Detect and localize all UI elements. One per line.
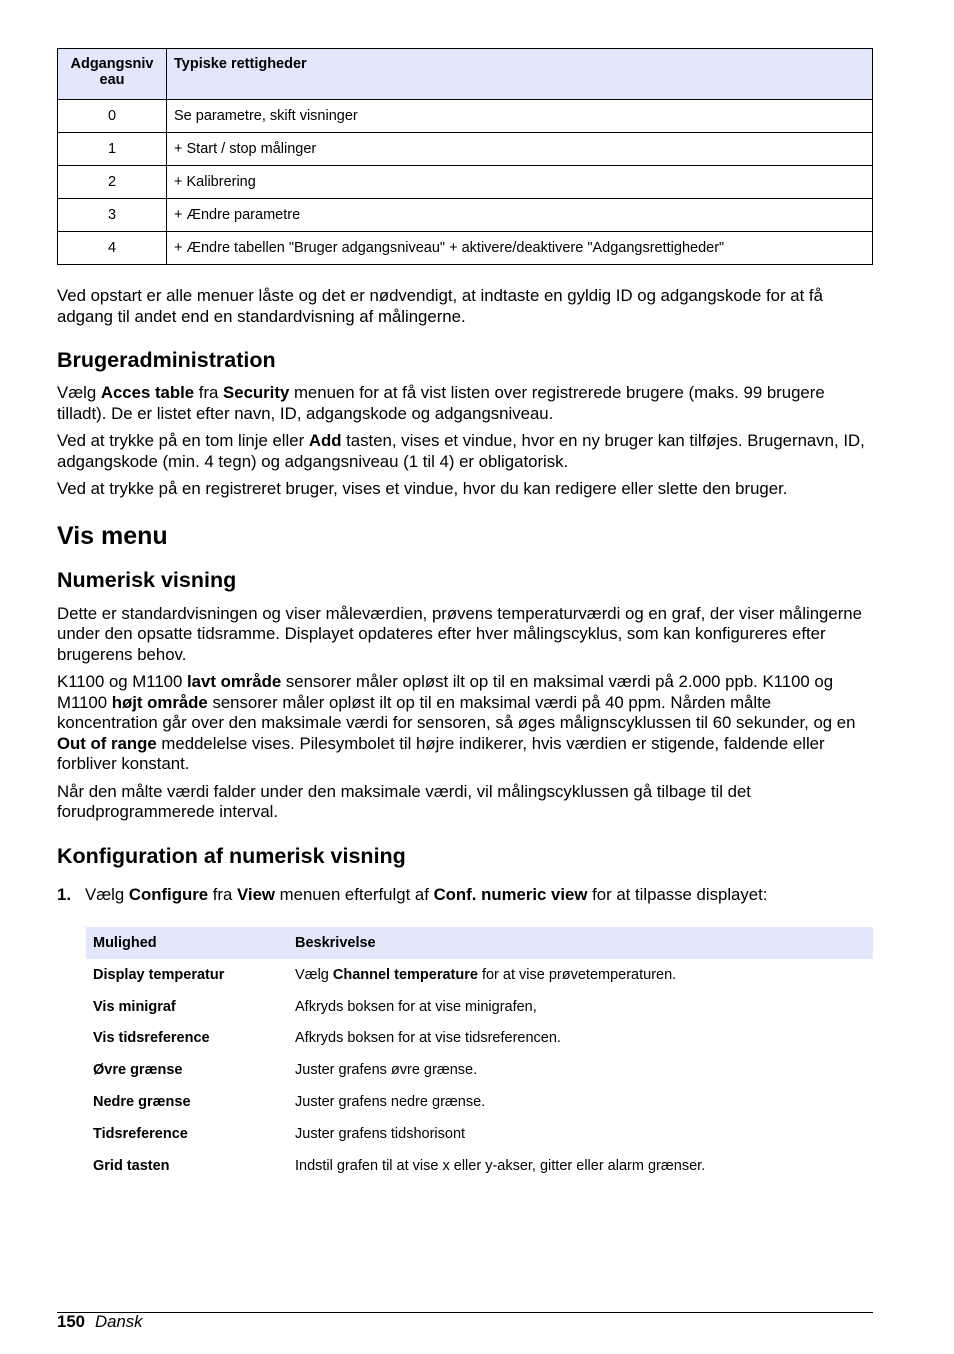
column-header: Adgangsniv eau (58, 49, 167, 100)
option-name: Grid tasten (93, 1157, 170, 1174)
option-name: Tidsreference (93, 1125, 188, 1142)
text-run: Ved at trykke på en tom linje eller (57, 431, 309, 450)
key-term: Out of range (57, 733, 157, 753)
text-run: Vælg (57, 383, 101, 402)
access-level-cell: 3 (58, 199, 167, 232)
table-row (58, 166, 873, 199)
page-content (57, 48, 873, 905)
numerisk-paragraph-3: Når den målte værdi falder under den maksimale værdi, vil målingscyklussen gå tilbage til det forudprogrammerede interval. (57, 781, 751, 821)
menu-term: Channel temperature (332, 966, 478, 983)
rights-cell: + Ændre parametre (167, 199, 873, 232)
numerisk-paragraph-2 (57, 672, 873, 775)
option-description: Afkryds boksen for at vise tidsreferencen. (295, 1030, 561, 1047)
menu-term: Acces table (100, 383, 195, 402)
step-1 (57, 885, 873, 906)
column-header: Typiske rettigheder (167, 49, 873, 100)
option-description (288, 959, 873, 991)
text-run: fra (208, 884, 238, 904)
chapter-heading-vis-menu: Vis menu (57, 521, 168, 550)
text-run: for at tilpasse displayet: (587, 884, 768, 904)
option-description: Juster grafens tidshorisont (295, 1125, 466, 1142)
bruger-paragraph-1 (57, 383, 873, 424)
option-name: Vis tidsreference (93, 1030, 210, 1047)
table-row (86, 991, 873, 1023)
column-header: Mulighed (86, 927, 288, 959)
bruger-paragraph-2 (57, 431, 873, 472)
step-number: 1. (57, 884, 71, 904)
table-row (86, 959, 873, 991)
text-run: sensorer måler opløst ilt op til en maksimal værdi på 2.000 ppb. K1100 og M1100 (57, 672, 834, 712)
page-number: 150 (57, 1312, 85, 1331)
access-level-cell: 1 (58, 133, 167, 166)
text-run: K1100 og M1100 (57, 672, 187, 691)
access-level-cell: 4 (58, 232, 167, 265)
table-row (86, 1023, 873, 1055)
table-row (86, 1150, 873, 1182)
key-term: Add (308, 431, 342, 450)
option-name: Øvre grænse (93, 1062, 183, 1079)
text-run: sensorer måler opløst ilt op til en maksimal værdi på 40 ppm. Nården målte koncentration går over den maksimale værdi for sensoren, så øges målignscyklussen til 60 sekunder, og en (57, 692, 856, 732)
access-level-cell: 2 (58, 166, 167, 199)
menu-term: Security (223, 383, 290, 402)
key-term: lavt område (187, 672, 282, 691)
section-heading-numerisk-visning: Numerisk visning (57, 567, 237, 592)
table-row (58, 133, 873, 166)
key-term: højt område (111, 692, 208, 712)
option-description: Juster grafens nedre grænse. (295, 1094, 486, 1111)
text-run: fra (194, 383, 224, 402)
table-header-row (86, 927, 873, 959)
text-run: Vælg (85, 884, 129, 904)
numerisk-paragraph-1: Dette er standardvisningen og viser måleværdien, prøvens temperaturværdi og en graf, der viser målingerne under den opsatte tidsramme. Displayet opdateres efter hver målingscyklus, som kan konfigureres efter brugerens behov. (57, 603, 862, 664)
table-row (58, 232, 873, 265)
text-run: menuen for at få vist listen over registrerede brugere (maks. 99 brugere tilladt). De er listet efter navn, ID, adgangskode og adgangsniveau. (57, 383, 825, 423)
option-description: Indstil grafen til at vise x eller y-akser, gitter eller alarm grænser. (295, 1157, 706, 1174)
section-heading-konfiguration: Konfiguration af numerisk visning (57, 843, 406, 868)
table-row (86, 1086, 873, 1118)
options-table (86, 927, 873, 1182)
option-name: Nedre grænse (93, 1094, 191, 1111)
option-name: Vis minigraf (93, 998, 176, 1015)
text-run: for at vise prøvetemperaturen. (477, 966, 677, 983)
table-row (86, 1118, 873, 1150)
table-row (58, 199, 873, 232)
bruger-paragraph-3: Ved at trykke på en registreret bruger, vises et vindue, hvor du kan redigere eller slette den bruger. (57, 479, 788, 498)
table-row (86, 1054, 873, 1086)
menu-term: Conf. numeric view (433, 884, 588, 904)
menu-term: View (237, 884, 275, 904)
rights-cell: + Ændre tabellen "Bruger adgangsniveau" + aktivere/deaktivere "Adgangsrettigheder" (167, 232, 873, 265)
option-description: Afkryds boksen for at vise minigrafen, (295, 998, 537, 1015)
footer-divider (57, 1312, 873, 1313)
section-heading-brugeradministration: Brugeradministration (57, 348, 276, 372)
text-run: meddelelse vises. Pilesymbolet til højre indikerer, hvis værdien er stigende, faldende eller forbliver konstant. (57, 733, 825, 773)
page-footer (57, 1312, 143, 1332)
text-run: Vælg (295, 966, 333, 983)
menu-term: Configure (128, 884, 209, 904)
column-header: Beskrivelse (288, 927, 873, 959)
table-header-row (58, 49, 873, 100)
access-level-cell: 0 (58, 100, 167, 133)
text-run: tasten, vises et vindue, hvor en ny bruger kan tilføjes. Brugernavn, ID, adgangskode (min. 4 tegn) og adgangsniveau (1 til 4) er obligatorisk. (57, 431, 865, 471)
step-text (85, 885, 767, 906)
access-level-table (57, 48, 873, 265)
intro-paragraph: Ved opstart er alle menuer låste og det er nødvendigt, at indtaste en gyldig ID og adgangskode for at få adgang til andet end en standardvisning af målingerne. (57, 286, 823, 326)
rights-cell: Se parametre, skift visninger (167, 100, 873, 133)
option-description: Juster grafens øvre grænse. (295, 1062, 478, 1079)
rights-cell: + Kalibrering (167, 166, 873, 199)
table-row (58, 100, 873, 133)
text-run: menuen efterfulgt af (274, 884, 434, 904)
rights-cell: + Start / stop målinger (167, 133, 873, 166)
option-name: Display temperatur (93, 966, 225, 983)
footer-language: Dansk (95, 1312, 143, 1331)
